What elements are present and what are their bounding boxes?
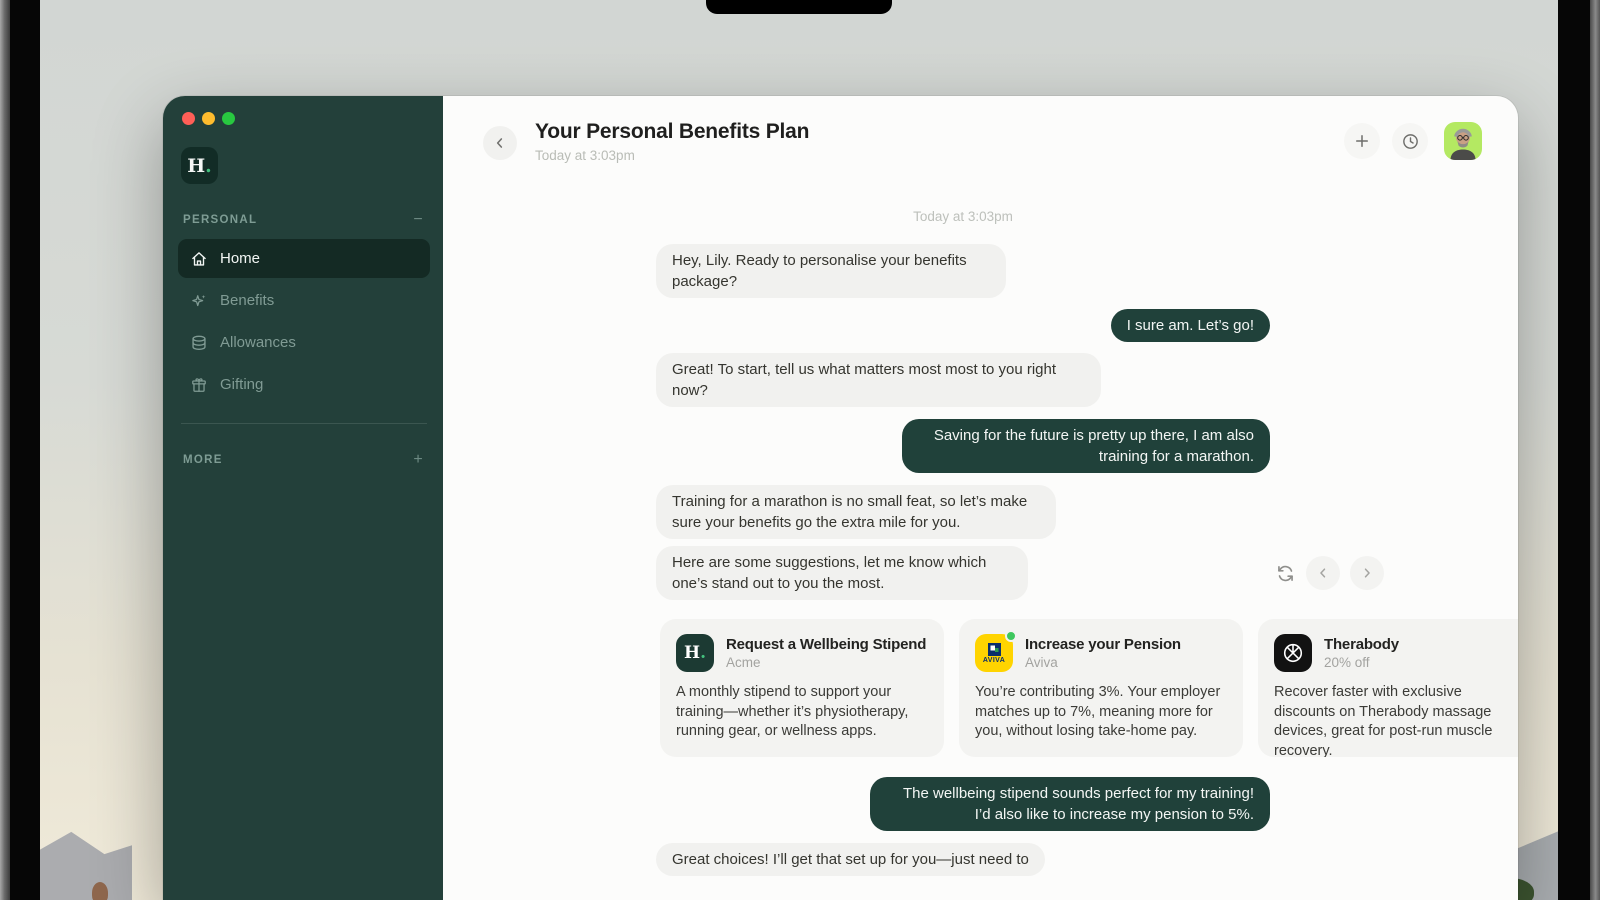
chat-bubble-bot: Great choices! I’ll get that set up for you—just need to xyxy=(656,843,1045,876)
gift-icon xyxy=(190,376,208,394)
device-bezel-left xyxy=(10,0,40,900)
sidebar-section-more xyxy=(183,451,424,469)
card-title: Request a Wellbeing Stipend xyxy=(726,636,927,653)
plus-icon xyxy=(1353,132,1371,150)
history-button[interactable] xyxy=(1392,123,1428,159)
card-description: Recover faster with exclusive discounts on Therabody massage devices, great for post-run muscle recovery. xyxy=(1274,684,1493,757)
page-subtitle: Today at 3:03pm xyxy=(535,148,635,163)
card-increase-pension[interactable] xyxy=(959,619,1243,757)
chat-bubble-bot: Here are some suggestions, let me know which one’s stand out to you the most. xyxy=(656,546,1028,600)
refresh-icon xyxy=(1275,563,1296,584)
sidebar-divider xyxy=(181,423,427,424)
sidebar-item-benefits[interactable] xyxy=(178,281,430,320)
sidebar-item-gifting[interactable] xyxy=(178,365,430,404)
app-window xyxy=(163,96,1518,900)
window-traffic-lights xyxy=(178,110,430,125)
harper-logo: H . xyxy=(676,634,714,672)
card-title: Therabody xyxy=(1324,636,1399,653)
device-edge-left xyxy=(0,0,10,900)
home-icon xyxy=(190,250,208,268)
card-therabody[interactable] xyxy=(1258,619,1518,757)
sparkle-icon xyxy=(190,292,208,310)
database-icon xyxy=(190,334,208,352)
sidebar-item-home[interactable] xyxy=(178,239,430,278)
sidebar-section-label: PERSONAL xyxy=(183,214,258,226)
app-logo-dot: . xyxy=(205,154,212,177)
sidebar-section-personal xyxy=(183,211,424,229)
sidebar xyxy=(163,96,443,900)
chat-main-panel xyxy=(443,96,1518,900)
chat-bubble-bot: Hey, Lily. Ready to personalise your benefits package? xyxy=(656,244,1006,298)
close-window-button[interactable] xyxy=(182,112,195,125)
avatar-photo xyxy=(1444,122,1482,160)
zoom-window-button[interactable] xyxy=(222,112,235,125)
card-provider: 20% off xyxy=(1324,655,1370,670)
card-provider: Aviva xyxy=(1025,655,1058,670)
sidebar-section-label: MORE xyxy=(183,454,223,466)
chat-bubble-bot: Training for a marathon is no small feat, so let’s make sure your benefits go the extra mile for you. xyxy=(656,485,1056,539)
device-edge-right xyxy=(1590,0,1600,900)
suggestions-row xyxy=(656,546,1384,600)
card-wellbeing-stipend[interactable] xyxy=(660,619,944,757)
aviva-logo xyxy=(975,634,1013,672)
carousel-next-button[interactable] xyxy=(1350,556,1384,590)
therabody-logo-mark xyxy=(1278,638,1308,668)
card-description: A monthly stipend to support your training—whether it’s physiotherapy, running gear, or wellness apps. xyxy=(676,684,909,739)
app-logo-letter: H xyxy=(187,154,206,177)
device-screen-wallpaper xyxy=(40,0,1558,900)
suggestion-cards xyxy=(660,619,1518,757)
avatar[interactable] xyxy=(1444,122,1482,160)
online-badge xyxy=(1005,630,1017,642)
wallpaper-tree-left xyxy=(92,882,108,900)
card-title: Increase your Pension xyxy=(1025,636,1181,653)
suggestions-carousel-controls xyxy=(1275,556,1384,590)
aviva-logo-word: AVIVA xyxy=(982,656,1006,664)
page-title: Your Personal Benefits Plan xyxy=(535,120,810,143)
chat-day-marker: Today at 3:03pm xyxy=(913,209,1013,224)
back-button[interactable] xyxy=(483,126,517,160)
chat-header xyxy=(443,96,1518,163)
card-description: You’re contributing 3%. Your employer matches up to 7%, meaning more for you, without losing take-home pay. xyxy=(975,684,1221,739)
clock-icon xyxy=(1401,132,1420,151)
collapse-icon[interactable]: − xyxy=(413,211,424,228)
camera-notch xyxy=(706,0,892,14)
app-logo xyxy=(181,147,218,184)
minimize-window-button[interactable] xyxy=(202,112,215,125)
sidebar-item-label: Allowances xyxy=(220,334,296,351)
add-section-icon[interactable]: + xyxy=(413,451,424,468)
new-chat-button[interactable] xyxy=(1344,123,1380,159)
sidebar-item-label: Benefits xyxy=(220,292,275,309)
chat-header-titles xyxy=(535,120,809,163)
device-bezel-right xyxy=(1558,0,1590,900)
chat-bubble-user: I sure am. Let’s go! xyxy=(1111,309,1270,342)
card-provider: Acme xyxy=(726,655,761,670)
chevron-right-icon xyxy=(1360,566,1374,580)
therabody-logo xyxy=(1274,634,1312,672)
sidebar-item-allowances[interactable] xyxy=(178,323,430,362)
regenerate-button[interactable] xyxy=(1275,563,1296,584)
chat-bubble-bot: Great! To start, tell us what matters most most to you right now? xyxy=(656,353,1101,407)
chevron-left-icon xyxy=(1316,566,1330,580)
chat-thread xyxy=(656,209,1493,876)
chat-bubble-user: The wellbeing stipend sounds perfect for my training! I’d also like to increase my pension to 5%. xyxy=(870,777,1270,831)
sidebar-item-label: Gifting xyxy=(220,376,264,393)
aviva-logo-mark xyxy=(988,643,1001,656)
header-actions xyxy=(1344,122,1482,160)
wallpaper-mountain-left xyxy=(40,826,132,900)
chat-bubble-user: Saving for the future is pretty up there, I am also training for a marathon. xyxy=(902,419,1270,473)
sidebar-item-label: Home xyxy=(220,250,261,267)
chevron-left-icon xyxy=(492,135,508,151)
carousel-prev-button[interactable] xyxy=(1306,556,1340,590)
